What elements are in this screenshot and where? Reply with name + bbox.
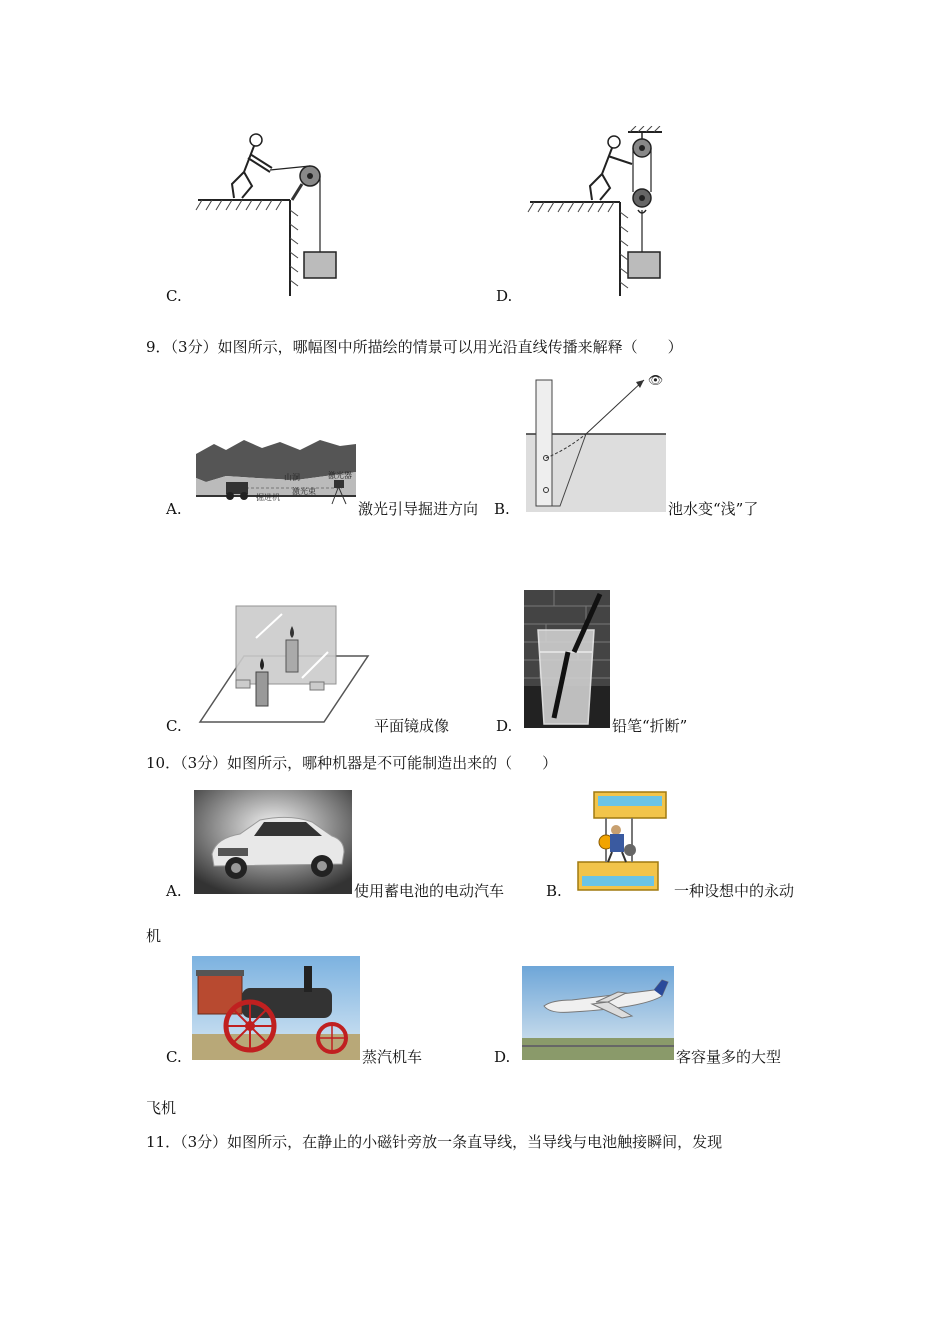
q11-stem: 11．（3分）如图所示，在静止的小磁针旁放一条直导线，当导线与电池触接瞬间，发现 bbox=[146, 1133, 723, 1151]
q9-option-a-figure bbox=[196, 436, 356, 514]
q9-option-c-text: 平面镜成像 bbox=[374, 717, 450, 735]
q10-option-d-text-cont: 飞机 bbox=[146, 1099, 177, 1117]
q9-option-d-figure bbox=[524, 590, 610, 728]
q10-option-d-text: 客容量多的大型 bbox=[676, 1048, 782, 1066]
q9-a-fig-laser: 激光器 bbox=[328, 471, 352, 480]
q9-option-d-text: 铅笔“折断” bbox=[612, 717, 688, 735]
svg-text:👁: 👁 bbox=[648, 373, 664, 387]
q9-stem: 9．（3分）如图所示，哪幅图中所描绘的情景可以用光沿直线传播来解释（ ） bbox=[146, 338, 683, 356]
q8-option-c-figure bbox=[190, 128, 350, 300]
q8-option-d-figure bbox=[522, 126, 682, 300]
q9-option-b-text: 池水变“浅”了 bbox=[668, 500, 759, 518]
q9-a-fig-machine: 掘进机 bbox=[256, 493, 280, 502]
q9-option-a-label: A. bbox=[166, 500, 182, 518]
q10-option-d-figure bbox=[522, 966, 674, 1060]
q10-stem: 10．（3分）如图所示，哪种机器是不可能制造出来的（ ） bbox=[146, 754, 558, 772]
q10-option-b-text-cont: 机 bbox=[146, 927, 162, 945]
q10-option-b-label: B. bbox=[546, 882, 562, 900]
q9-option-b-label: B. bbox=[494, 500, 510, 518]
q10-option-a-label: A. bbox=[166, 882, 182, 900]
q8-option-d-label: D. bbox=[496, 287, 513, 305]
q10-option-b-text: 一种设想中的永动 bbox=[674, 882, 795, 900]
q10-option-c-label: C. bbox=[166, 1048, 182, 1066]
q10-option-c-text: 蒸汽机车 bbox=[362, 1048, 423, 1066]
q9-a-fig-mountain: 山洞 bbox=[284, 473, 300, 482]
q9-option-d-label: D. bbox=[496, 717, 513, 735]
q9-option-c-label: C. bbox=[166, 717, 182, 735]
q10-option-d-label: D. bbox=[494, 1048, 511, 1066]
q9-option-b-figure bbox=[526, 372, 666, 512]
q10-option-b-figure bbox=[572, 790, 672, 894]
q9-option-a-text: 激光引导掘进方向 bbox=[358, 500, 479, 518]
q8-option-c-label: C. bbox=[166, 287, 182, 305]
q9-option-c-figure bbox=[192, 604, 372, 726]
q10-option-a-text: 使用蓄电池的电动汽车 bbox=[354, 882, 505, 900]
q10-option-c-figure bbox=[192, 956, 360, 1060]
q9-a-fig-beam: 激光束 bbox=[292, 487, 316, 496]
q10-option-a-figure bbox=[194, 790, 352, 894]
